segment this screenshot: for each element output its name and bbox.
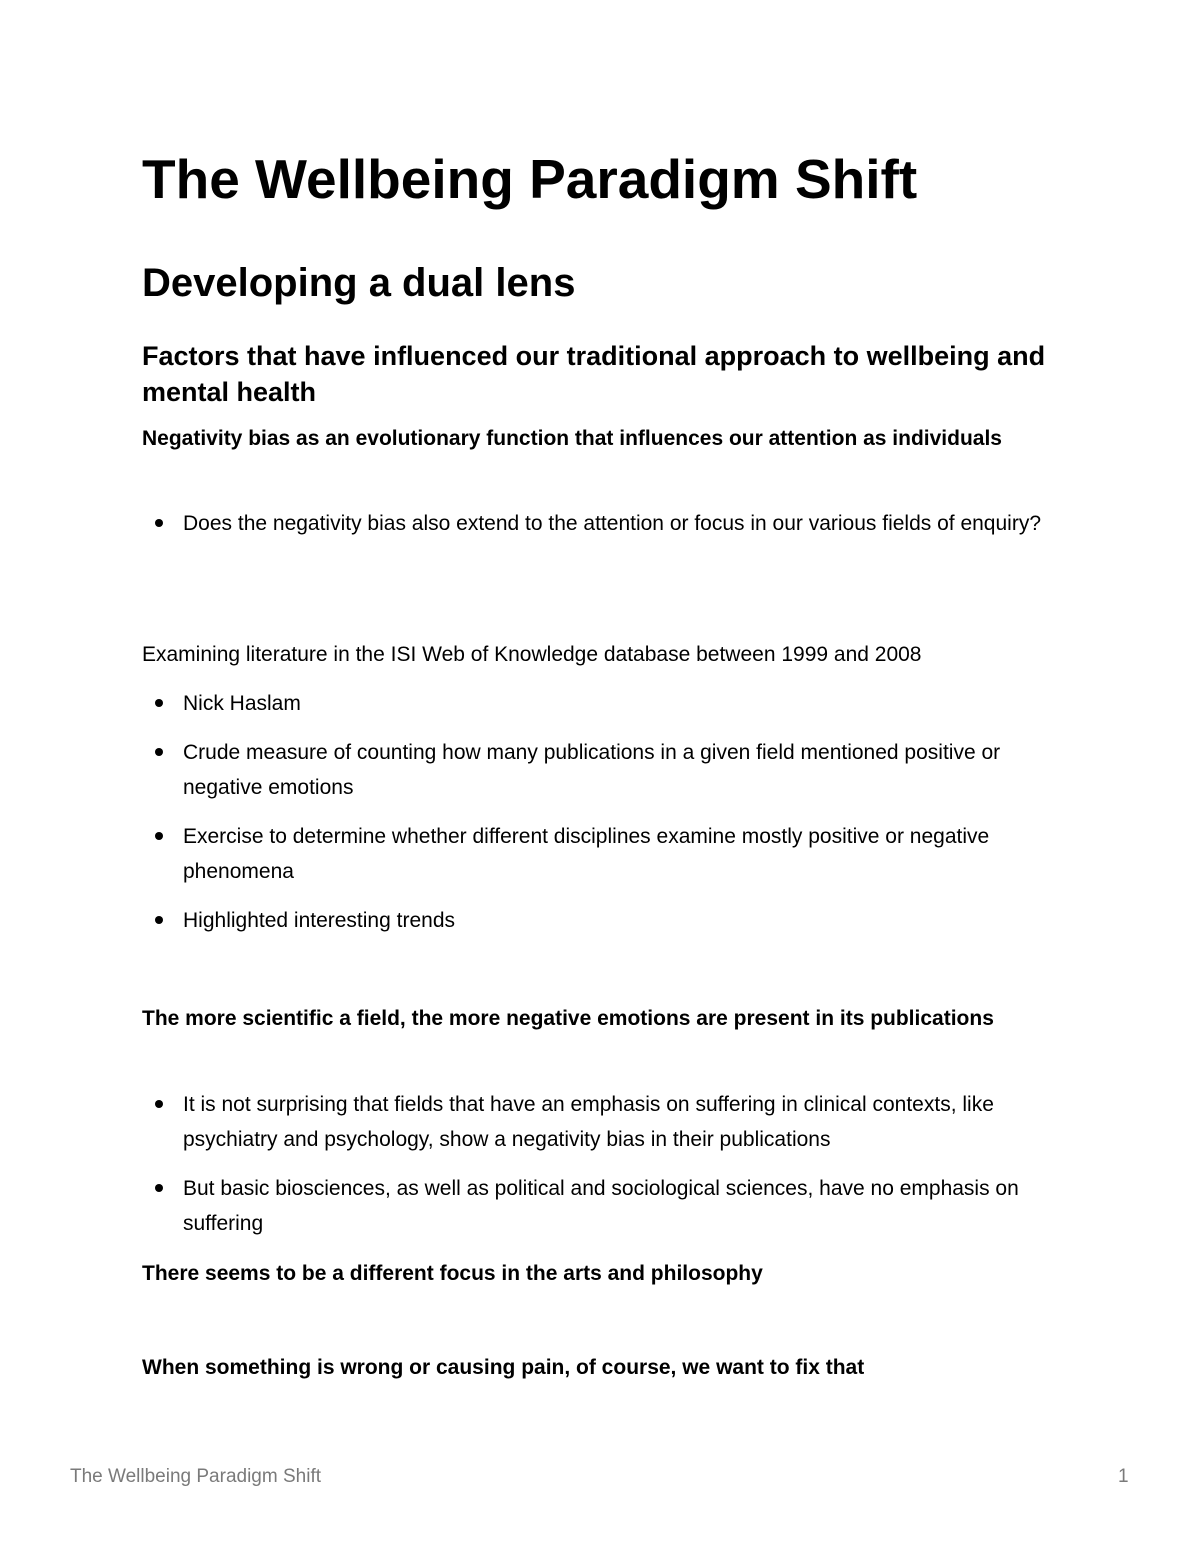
list-item-text: Nick Haslam	[183, 692, 301, 715]
section-heading: Factors that have influenced our traditional approach to wellbeing and mental health	[142, 341, 1046, 407]
bullet-dot-icon	[155, 1184, 163, 1192]
bullet-dot-icon	[155, 832, 163, 840]
list-item	[142, 506, 1062, 541]
list-item-text: Crude measure of counting how many publications in a given field mentioned positive or negative emotions	[183, 741, 1001, 799]
negativity-bias-paragraph: Negativity bias as an evolutionary function that influences our attention as individuals	[142, 427, 1002, 450]
bullet-dot-icon	[155, 519, 163, 527]
list-item	[142, 903, 1062, 938]
list-item-text: But basic biosciences, as well as political and sociological sciences, have no emphasis on suffering	[183, 1177, 1019, 1235]
something-wrong-paragraph: When something is wrong or causing pain, of course, we want to fix that	[142, 1356, 865, 1379]
list-item	[142, 735, 1062, 805]
list-item-text: Highlighted interesting trends	[183, 909, 455, 932]
bullet-dot-icon	[155, 748, 163, 756]
more-scientific-paragraph: The more scientific a field, the more negative emotions are present in its publications	[142, 1007, 994, 1030]
list-item-text: Does the negativity bias also extend to the attention or focus in our various fields of enquiry?	[183, 512, 1042, 535]
list-item	[142, 1171, 1062, 1241]
list-item-text: Exercise to determine whether different disciplines examine mostly positive or negative phenomena	[183, 825, 990, 883]
bullet-dot-icon	[155, 916, 163, 924]
document-title: The Wellbeing Paradigm Shift	[142, 148, 918, 210]
examining-literature-paragraph: Examining literature in the ISI Web of Knowledge database between 1999 and 2008	[142, 643, 922, 666]
footer-title: The Wellbeing Paradigm Shift	[70, 1466, 321, 1487]
bullet-list-haslam	[142, 686, 1062, 952]
bullet-list-enquiry	[142, 506, 1062, 555]
list-item	[142, 686, 1062, 721]
list-item	[142, 1087, 1062, 1157]
bullet-dot-icon	[155, 699, 163, 707]
bullet-list-suffering	[142, 1087, 1062, 1255]
different-focus-paragraph: There seems to be a different focus in the arts and philosophy	[142, 1262, 763, 1285]
document-subtitle: Developing a dual lens	[142, 261, 576, 305]
footer-page-number: 1	[1118, 1466, 1129, 1487]
bullet-dot-icon	[155, 1100, 163, 1108]
list-item	[142, 819, 1062, 889]
list-item-text: It is not surprising that fields that have an emphasis on suffering in clinical contexts, like psychiatry and psychology, show a negativity bias in their publications	[183, 1093, 994, 1151]
